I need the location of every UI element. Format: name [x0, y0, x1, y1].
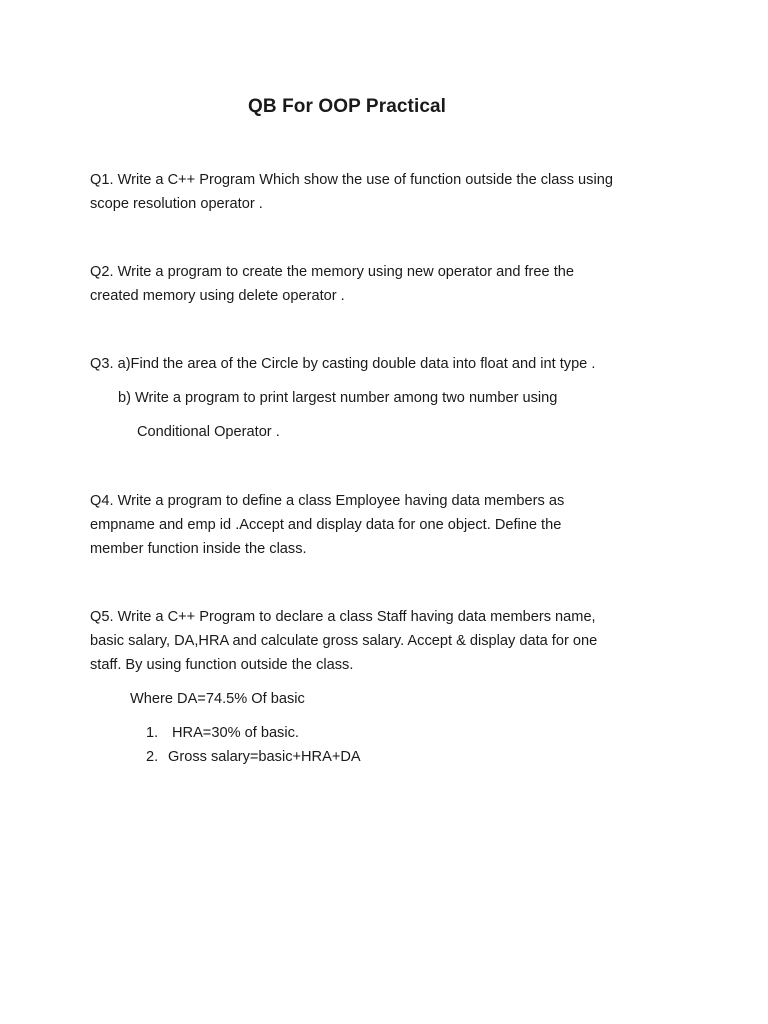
q4-line-3: member function inside the class.	[90, 541, 307, 557]
q5-line-3: staff. By using function outside the class.	[90, 657, 354, 673]
document-title: QB For OOP Practical	[248, 96, 447, 117]
q3-line-3: Conditional Operator .	[137, 424, 280, 440]
q3-line-1: Q3. a)Find the area of the Circle by casting double data into float and int type .	[90, 356, 596, 372]
list-item-number: 2.	[146, 749, 159, 765]
q4-line-1: Q4. Write a program to define a class Employee having data members as	[90, 493, 565, 509]
q5-where-line: Where DA=74.5% Of basic	[130, 691, 305, 707]
q1-line-1: Q1. Write a C++ Program Which show the use of function outside the class using	[90, 172, 613, 188]
list-item-number: 1.	[146, 725, 159, 741]
list-item-text: Gross salary=basic+HRA+DA	[168, 749, 361, 765]
q4-line-2: empname and emp id .Accept and display data for one object. Define the	[90, 517, 562, 533]
q5-line-2: basic salary, DA,HRA and calculate gross salary. Accept & display data for one	[90, 633, 598, 649]
list-item-text: HRA=30% of basic.	[172, 725, 299, 741]
q3-line-2: b) Write a program to print largest number among two number using	[118, 390, 558, 406]
q2-line-2: created memory using delete operator .	[90, 288, 345, 304]
q1-line-2: scope resolution operator .	[90, 196, 263, 212]
q5-line-1: Q5. Write a C++ Program to declare a class Staff having data members name,	[90, 609, 596, 625]
q2-line-1: Q2. Write a program to create the memory using new operator and free the	[90, 264, 574, 280]
